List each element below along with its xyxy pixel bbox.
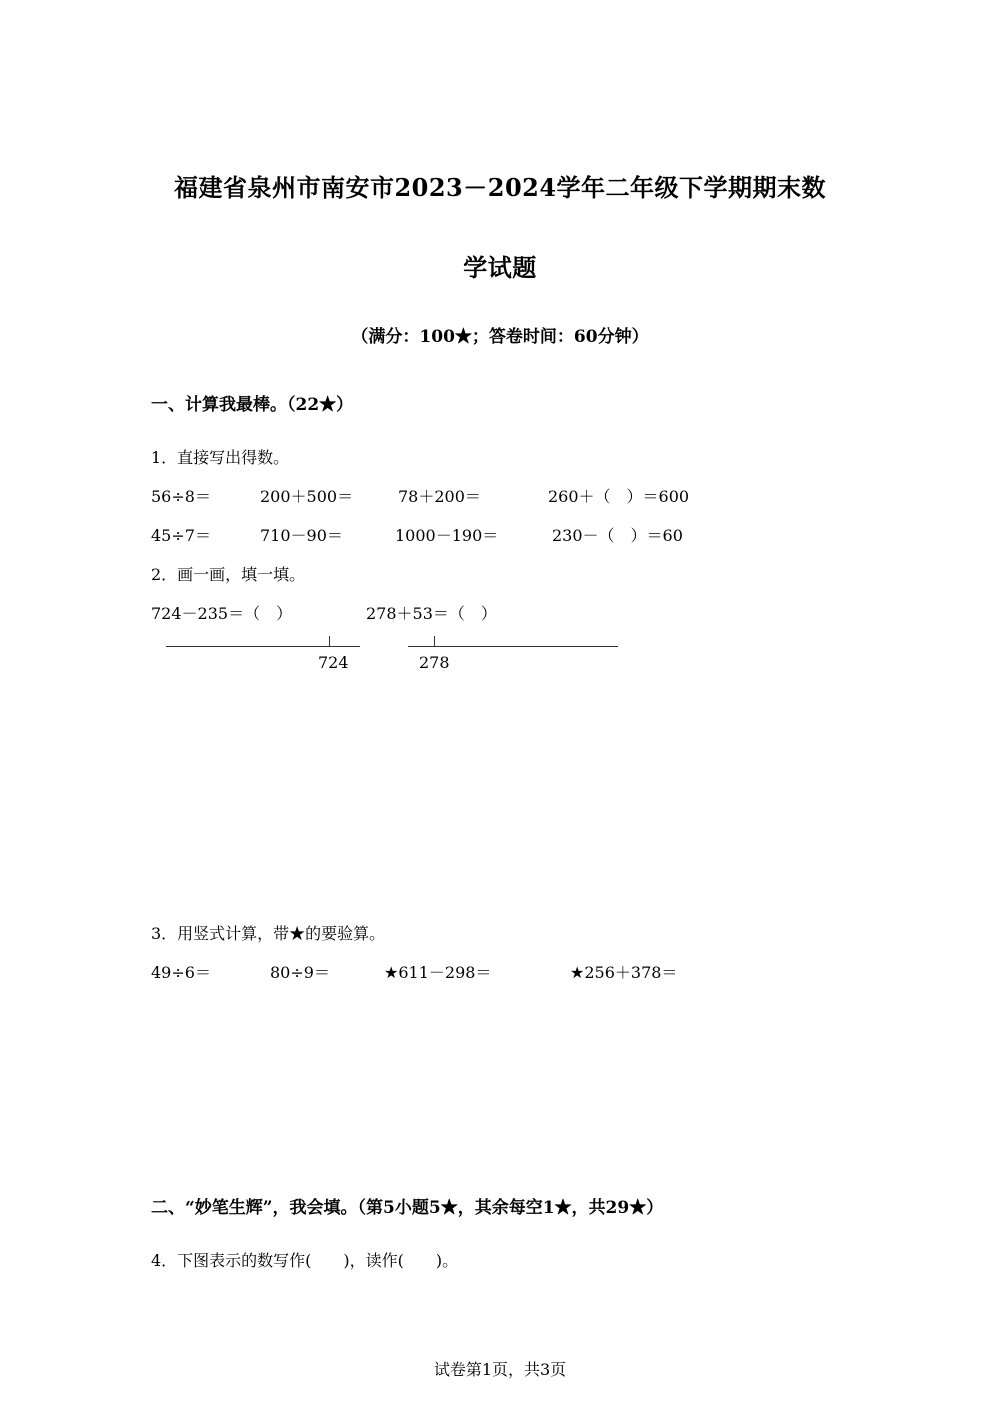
page-title-line2: 学试题 [463,253,537,282]
q3-item: 49÷6＝ [151,963,211,982]
number-line-2 [408,646,618,647]
number-line-2-tick [434,636,435,647]
page-title-line1: 福建省泉州市南安市2023－2024学年二年级下学期期末数 [173,173,827,202]
question1-label: 1．直接写出得数。 [151,448,290,467]
q1-item: 200＋500＝ [260,487,354,506]
q1-item: 710－90＝ [260,526,343,545]
q1-item: 56÷8＝ [151,487,211,506]
number-line-1-tick [329,636,330,647]
q1-item: 230－（ ）＝60 [552,526,683,545]
q2-equation-2: 278＋53＝（ ） [366,604,497,623]
q3-item: ★256＋378＝ [570,963,678,982]
question4-label: 4．下图表示的数写作( )，读作( )。 [151,1251,459,1270]
section2-heading: 二、“妙笔生辉”，我会填。（第5小题5★，其余每空1★，共29★） [151,1198,664,1218]
q3-item: ★611－298＝ [384,963,492,982]
q2-equation-1: 724－235＝（ ） [151,604,293,623]
q1-item: 1000－190＝ [395,526,499,545]
number-line-1 [166,646,360,647]
exam-info: （满分：100★；答卷时间：60分钟） [351,327,649,347]
q3-item: 80÷9＝ [270,963,330,982]
page-footer: 试卷第1页，共3页 [433,1360,567,1379]
number-line-1-label: 724 [318,653,349,672]
question3-label: 3．用竖式计算，带★的要验算。 [151,924,386,943]
q1-item: 45÷7＝ [151,526,211,545]
number-line-2-label: 278 [419,653,450,672]
q1-item: 260＋（ ）＝600 [548,487,690,506]
question2-label: 2．画一画，填一填。 [151,565,306,584]
section1-heading: 一、计算我最棒。（22★） [151,395,354,415]
q1-item: 78＋200＝ [398,487,481,506]
